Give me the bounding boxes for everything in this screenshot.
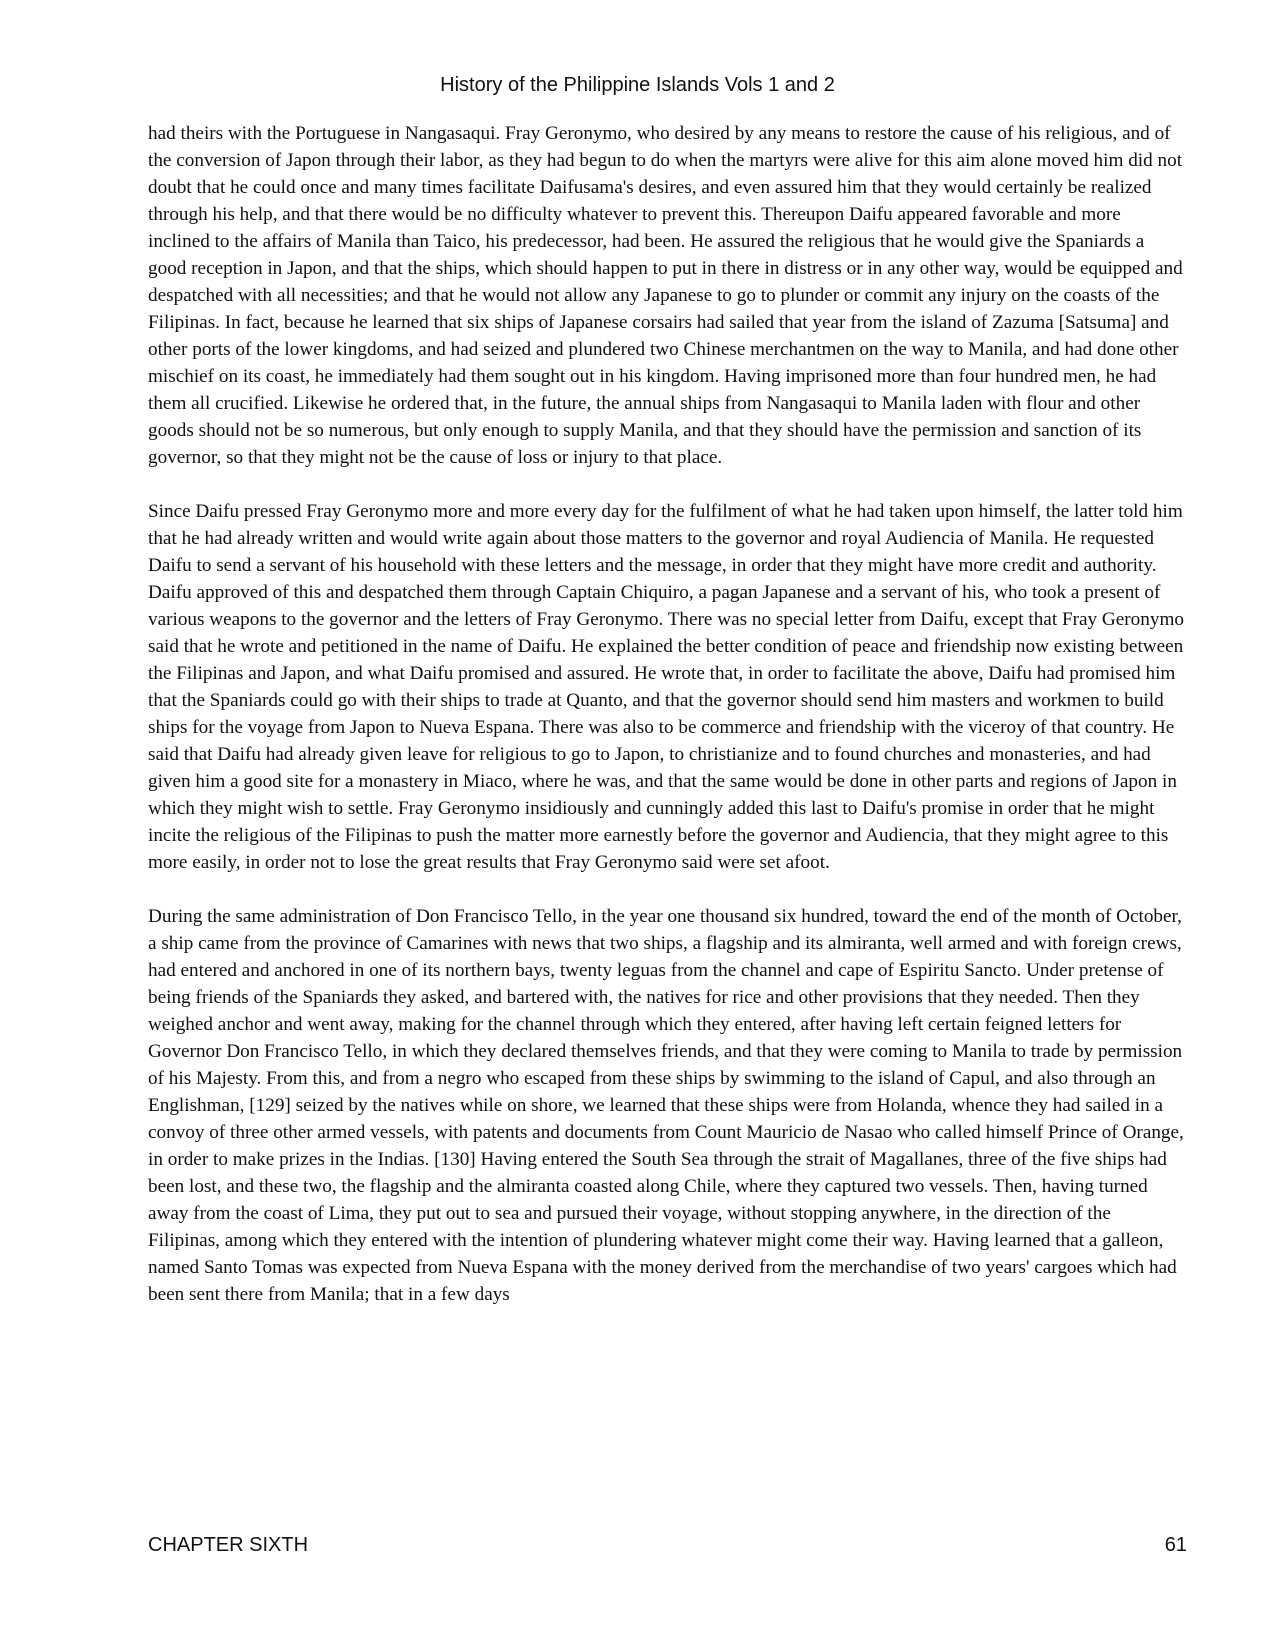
page-number: 61 — [1164, 1534, 1187, 1556]
paragraph: During the same administration of Don Francisco Tello, in the year one thousand six hundred, toward the end of the month of October, a ship came from the province of Camarines with news that two ships, a flagship and its almiranta, well armed and with foreign crews, had entered and anchored in one of its northern bays, twenty leguas from the channel and cape of Espiritu Sancto. Under pretense of being friends of the Spaniards they asked, and bartered with, the natives for rice and other provisions that they needed. Then they weighed anchor and went away, making for the channel through which they entered, after having left certain feigned letters for Governor Don Francisco Tello, in which they declared themselves friends, and that they were coming to Manila to trade by permission of his Majesty. From this, and from a negro who escaped from these ships by swimming to the island of Capul, and also through an Englishman, [129] seized by the natives while on shore, we learned that these ships were from Holanda, whence they had sailed in a convoy of three other armed vessels, with patents and documents from Count Mauricio de Nasao who called himself Prince of Orange, in order to make prizes in the Indias. [130] Having entered the South Sea through the strait of Magallanes, three of the five ships had been lost, and these two, the flagship and the almiranta coasted along Chile, where they captured two vessels. Then, having turned away from the coast of Lima, they put out to sea and pursued their voyage, without stopping anywhere, in the direction of the Filipinas, among which they entered with the intention of plundering whatever might come their way. Having learned that a galleon, named Santo Tomas was expected from Nueva Espana with the money derived from the merchandise of two years' cargoes which had been sent there from Manila; that in a few days — [148, 906, 1184, 1305]
chapter-label: CHAPTER SIXTH — [148, 1534, 309, 1556]
paragraph: Since Daifu pressed Fray Geronymo more and more every day for the fulfilment of what he had taken upon himself, the latter told him that he had already written and would write again about those matters to the governor and royal Audiencia of Manila. He requested Daifu to send a servant of his household with these letters and the message, in order that they might have more credit and authority. Daifu approved of this and despatched them through Captain Chiquiro, a pagan Japanese and a servant of his, who took a present of various weapons to the governor and the letters of Fray Geronymo. There was no special letter from Daifu, except that Fray Geronymo said that he wrote and petitioned in the name of Daifu. He explained the better condition of peace and friendship now existing between the Filipinas and Japon, and what Daifu promised and assured. He wrote that, in order to facilitate the above, Daifu had promised him that the Spaniards could go with their ships to trade at Quanto, and that the governor should send him masters and workmen to build ships for the voyage from Japon to Nueva Espana. There was also to be commerce and friendship with the viceroy of that country. He said that Daifu had already given leave for religious to go to Japon, to christianize and to found churches and monasteries, and had given him a good site for a monastery in Miaco, where he was, and that the same would be done in other parts and regions of Japon in which they might wish to settle. Fray Geronymo insidiously and cunningly added this last to Daifu's promise in order that he might incite the religious of the Filipinas to push the matter more earnestly before the governor and Audiencia, that they might agree to this more easily, in order not to lose the great results that Fray Geronymo said were set afoot. — [148, 501, 1184, 873]
running-header-title: History of the Philippine Islands Vols 1 and 2 — [440, 74, 835, 96]
body-text — [148, 120, 1186, 1335]
paragraph: had theirs with the Portuguese in Nangasaqui. Fray Geronymo, who desired by any means to restore the cause of his religious, and of the conversion of Japon through their labor, as they had begun to do when the martyrs were alive for this aim alone moved him did not doubt that he could once and many times facilitate Daifusama's desires, and even assured him that they would certainly be realized through his help, and that there would be no difficulty whatever to prevent this. Thereupon Daifu appeared favorable and more inclined to the affairs of Manila than Taico, his predecessor, had been. He assured the religious that he would give the Spaniards a good reception in Japon, and that the ships, which should happen to put in there in distress or in any other way, would be equipped and despatched with all necessities; and that he would not allow any Japanese to go to plunder or commit any injury on the coasts of the Filipinas. In fact, because he learned that six ships of Japanese corsairs had sailed that year from the island of Zazuma [Satsuma] and other ports of the lower kingdoms, and had seized and plundered two Chinese merchantmen on the way to Manila, and had done other mischief on its coast, he immediately had them sought out in his kingdom. Having imprisoned more than four hundred men, he had them all crucified. Likewise he ordered that, in the future, the annual ships from Nangasaqui to Manila laden with flour and other goods should not be so numerous, but only enough to supply Manila, and that they should have the permission and sanction of its governor, so that they might not be the cause of loss or injury to that place. — [148, 123, 1183, 468]
